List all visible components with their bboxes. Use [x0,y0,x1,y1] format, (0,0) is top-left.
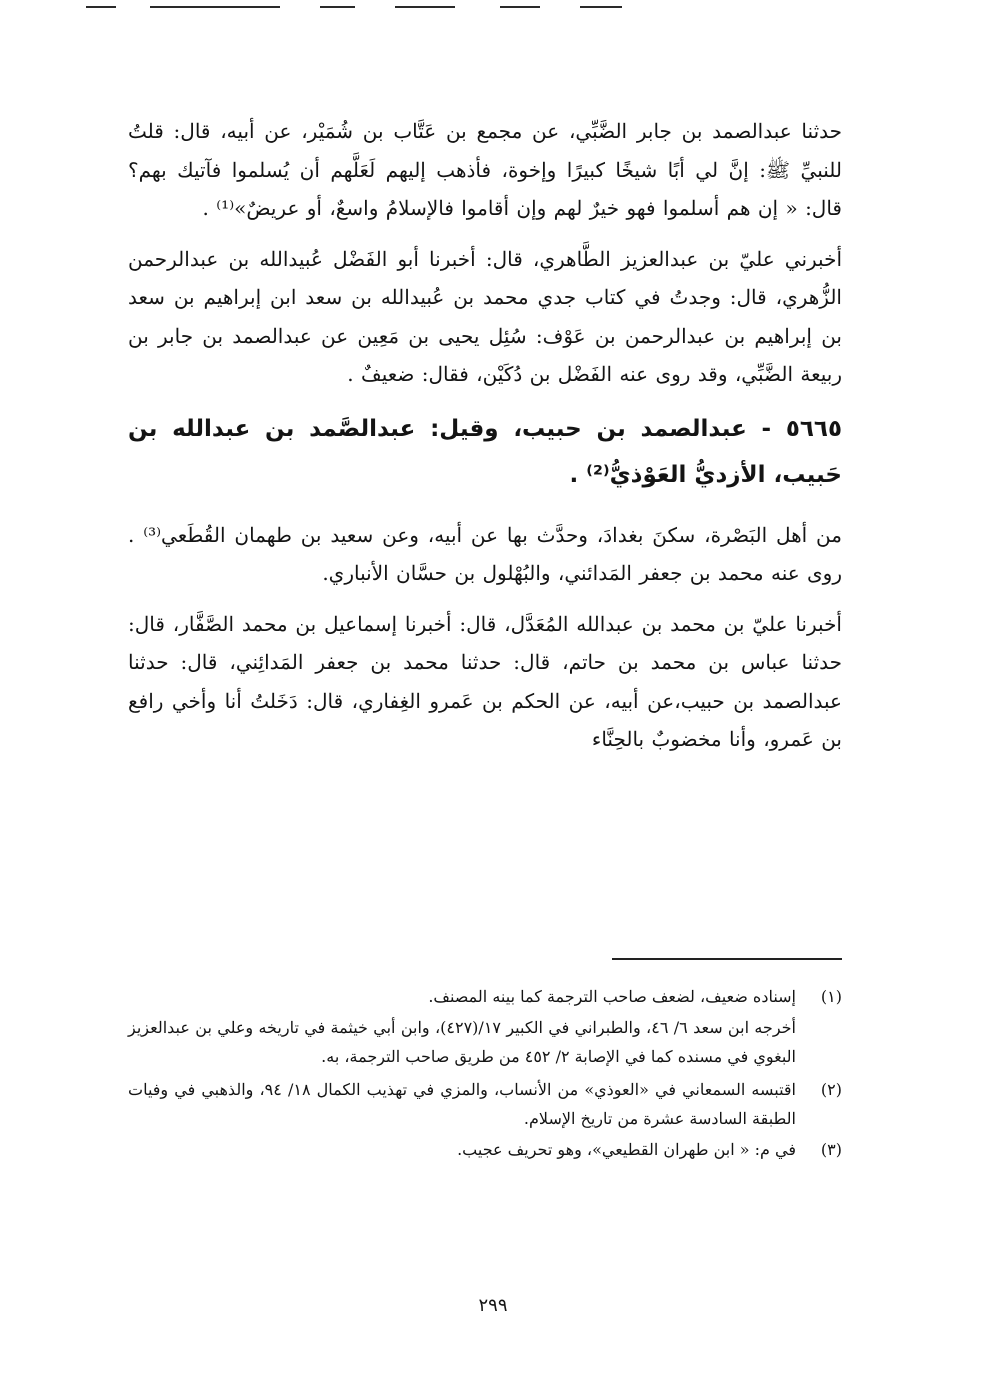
footnote-3 [128,1135,842,1164]
footnote-text: إسناده ضعيف، لضعف صاحب الترجمة كما بينه المصنف. [428,987,796,1006]
footnote-separator [612,958,842,960]
paragraph-hadith: حدثنا عبدالصمد بن جابر الضَّبِّي، عن مجمع بن عَتَّاب بن شُمَيْر، عن أبيه، قال: قلتُ للنبيِّ ﷺ: إنَّ لي أبًا شيخًا كبيرًا وإخوة، فأذهب إليهم لَعَلَّهم أن يُسلموا فآتيك بهم؟ قال: « إن هم أسلموا فهو خيرٌ لهم وإن أقاموا فالإسلامُ واسعٌ، أو عريضٌ»⁽¹⁾ . [128,119,842,220]
footnote-number: (١) [820,987,842,1006]
top-scan-rule [395,6,455,8]
footnotes [128,982,842,1166]
footnote-text: اقتبسه السمعاني في «العوذي» من الأنساب، والمزي في تهذيب الكمال ١٨/ ٩٤، والذهبي في وفيات الطبقة السادسة عشرة من تاريخ الإسلام. [128,1080,797,1128]
footnote-number: (٢) [820,1080,842,1099]
main-text [128,112,842,771]
footnote-number: (٣) [820,1140,842,1159]
top-scan-rule [500,6,540,8]
footnote-1 [128,982,842,1011]
top-scan-rule [580,6,622,8]
paragraph-isnad-hakam: أخبرنا عليّ بن محمد بن عبدالله المُعَدَّل، قال: أخبرنا إسماعيل بن محمد الصَّفَّار، قال: حدثنا عباس بن محمد بن حاتم، قال: حدثنا محمد بن جعفر المَدائِني، قال: حدثنا عبدالصمد بن حبيب،عن أبيه، عن الحكم بن عَمرو الغِفاري، قال: دَخَلتُ أنا وأخي رافع بن عَمرو، وأنا مخضوبٌ بالحِنَّاء [128,611,843,751]
page-number: ٢٩٩ [478,1295,508,1316]
entry-heading-5665: ٥٦٦٥ - عبدالصمد بن حبيب، وقيل: عبدالصَّمد بن عبدالله بن حَبيب، الأزديُّ العَوْذيُّ⁽²⁾ . [128,415,842,488]
paragraph-isnad-yahya: أخبرني عليّ بن عبدالعزيز الطَّاهري، قال: أخبرنا أبو الفَضْل عُبيدالله بن عبدالرحمن الزُّهري، قال: وجدتُ في كتاب جدي محمد بن عُبيدالله بن سعد ابن إبراهيم بن سعد بن إبراهيم بن عبدالرحمن بن عَوْف: سُئِل يحيى بن مَعِين عن عبدالصمد بن جابر بن ربيعة الضَّبِّي، وقد روى عنه الفَضْل بن دُكَيْن، فقال: ضعيفٌ . [128,246,842,386]
footnote-text: في م: « ابن طهران القطيعي»، وهو تحريف عجيب. [457,1140,796,1159]
footnote-1-continuation: أخرجه ابن سعد ٦/ ٤٦، والطبراني في الكبير ١٧/(٤٢٧)، وابن أبي خيثمة في تاريخه وعلي بن عبدالعزيز البغوي في مسنده كما في الإصابة ٢/ ٤٥٢ من طريق صاحب الترجمة، به. [128,1018,796,1066]
top-scan-rule [150,6,280,8]
top-scan-rule [86,6,116,8]
footnote-2 [128,1075,842,1133]
top-scan-rule [320,6,355,8]
paragraph-biography: من أهل البَصْرة، سكنَ بغدادَ، وحدَّث بها عن أبيه، وعن سعيد بن طهمان القُطَعي⁽³⁾ . روى عنه محمد بن جعفر المَدائني، والبُهْلول بن حسَّان الأنباري. [128,522,842,585]
